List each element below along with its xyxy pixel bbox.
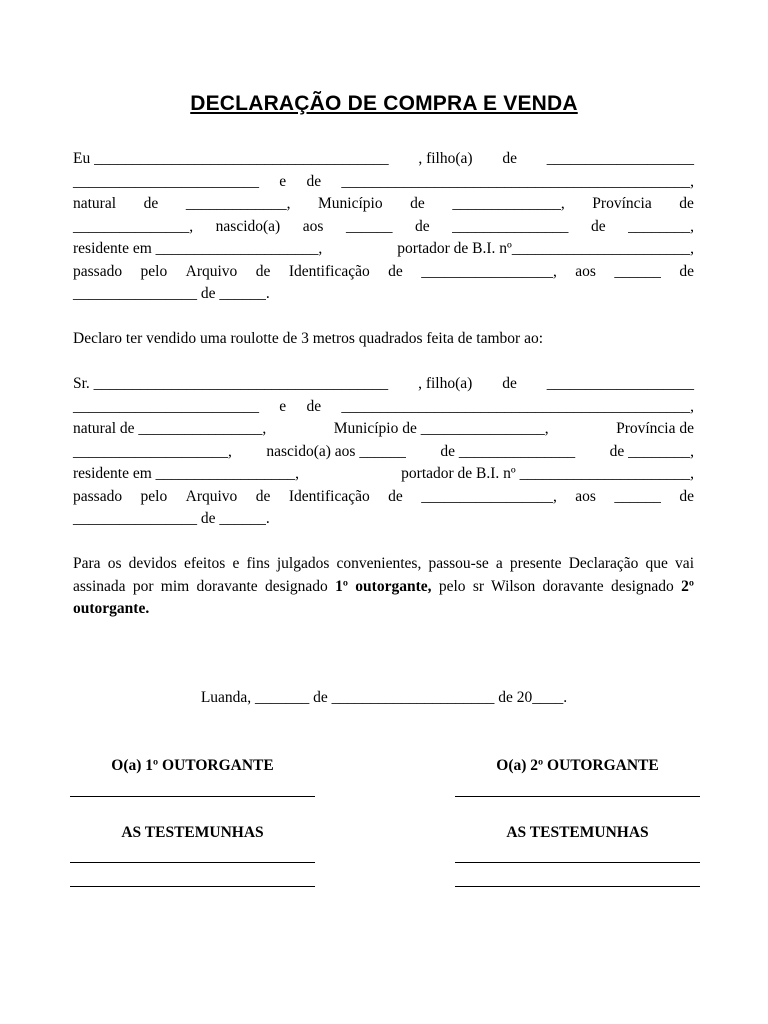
- seller-word: _____________________________________________,: [341, 172, 694, 190]
- seller-word: de: [679, 195, 694, 212]
- buyer-word: aos: [575, 487, 596, 505]
- seller-line: [73, 148, 694, 171]
- closing-paragraph: [73, 553, 694, 621]
- seller-word: , filho(a): [418, 150, 473, 167]
- buyer-word: Identificação: [288, 487, 370, 505]
- seller-word: de: [255, 262, 271, 280]
- buyer-word: Sr. ______________________________________: [73, 375, 389, 392]
- seller-word: _____________,: [185, 195, 291, 212]
- second-party-signature: [455, 755, 700, 777]
- buyer-word: de ________,: [609, 442, 694, 460]
- seller-line: [73, 283, 694, 306]
- seller-line: [73, 193, 694, 216]
- right-witness-line-1: [455, 862, 700, 863]
- buyer-word: nascido(a) aos ______: [266, 442, 406, 460]
- seller-word: nascido(a): [215, 217, 281, 235]
- buyer-word: Província de: [616, 420, 694, 437]
- buyer-word: ______: [614, 487, 661, 505]
- buyer-word: passado: [73, 487, 123, 505]
- seller-word: passado: [73, 262, 123, 280]
- second-party-signature-line: [455, 796, 700, 797]
- seller-word: Identificação: [288, 262, 370, 280]
- left-witness-line-2: [70, 886, 315, 887]
- first-party-heading: O(a) 1º OUTORGANTE: [111, 757, 274, 774]
- seller-word: ______________,: [452, 195, 565, 212]
- buyer-word: ___________________: [546, 375, 694, 392]
- date-place-line: Luanda, _______ de _____________________ de 20____.: [200, 689, 568, 706]
- second-party-label: 2º outorgante.: [73, 577, 694, 617]
- seller-word: pelo: [140, 262, 168, 280]
- seller-word: ________________________: [73, 172, 259, 190]
- first-party-signature-line: [70, 796, 315, 797]
- declaration-statement: Declaro ter vendido uma roulotte de 3 metros quadrados feita de tambor ao:: [73, 330, 544, 347]
- left-witness-line-1: [70, 862, 315, 863]
- buyer-word: de _______________: [440, 442, 576, 460]
- buyer-word: ________________________: [73, 397, 259, 415]
- document-title: DECLARAÇÃO DE COMPRA E VENDA: [190, 92, 578, 115]
- seller-word: portador de B.I. nº_______________________,: [397, 240, 694, 257]
- buyer-word: Município de ________________,: [333, 420, 549, 437]
- buyer-line: [73, 441, 694, 464]
- left-witness-heading: AS TESTEMUNHAS: [121, 824, 264, 841]
- closing-text-2: pelo sr Wilson doravante designado: [431, 577, 682, 595]
- buyer-word: de: [388, 487, 403, 505]
- seller-identification-block: [73, 148, 694, 306]
- first-party-signature: [70, 755, 315, 777]
- buyer-word: pelo: [140, 487, 168, 505]
- buyer-word: de: [306, 397, 322, 415]
- seller-word: aos: [575, 262, 596, 280]
- closing-text-1: Para os devidos efeitos e fins julgados convenientes, passou-se a presente Declaração que vai assinada por mim doravante designado: [73, 555, 694, 595]
- seller-word: de: [143, 195, 159, 212]
- buyer-word: _____________________________________________,: [341, 397, 694, 415]
- second-party-heading: O(a) 2º OUTORGANTE: [496, 757, 659, 774]
- seller-word: Eu ______________________________________: [73, 150, 389, 167]
- buyer-word: portador de B.I. nº ______________________,: [401, 465, 694, 482]
- seller-word: de: [306, 172, 322, 190]
- seller-word: ___________________: [546, 150, 694, 167]
- seller-word: Arquivo: [185, 262, 238, 280]
- right-witness-section: [455, 822, 700, 844]
- buyer-line: [73, 373, 694, 396]
- buyer-word: _________________,: [421, 487, 557, 505]
- seller-line: [73, 261, 694, 284]
- buyer-line: [73, 486, 694, 509]
- buyer-word: ________________ de ______.: [73, 510, 270, 527]
- buyer-word: e: [279, 397, 287, 415]
- buyer-line: [73, 396, 694, 419]
- seller-line: [73, 216, 694, 239]
- first-party-label: 1º outorgante,: [335, 577, 432, 595]
- buyer-line: [73, 508, 694, 531]
- seller-word: _______________,: [73, 217, 194, 235]
- buyer-word: , filho(a): [418, 375, 473, 392]
- seller-word: ________,: [628, 217, 694, 235]
- buyer-line: [73, 418, 694, 441]
- buyer-word: ____________________,: [73, 442, 232, 460]
- seller-line: [73, 238, 694, 261]
- seller-word: Município: [318, 195, 383, 212]
- buyer-word: Arquivo: [185, 487, 238, 505]
- left-witness-section: [70, 822, 315, 844]
- seller-word: de: [388, 262, 403, 280]
- seller-word: _______________: [452, 217, 569, 235]
- seller-word: residente em _____________________,: [73, 240, 323, 257]
- seller-word: de: [679, 262, 694, 280]
- seller-word: Província: [592, 195, 652, 212]
- seller-word: ________________ de ______.: [73, 285, 270, 302]
- seller-word: de: [410, 195, 425, 212]
- buyer-word: de: [255, 487, 271, 505]
- seller-word: ______: [614, 262, 661, 280]
- buyer-word: de: [679, 487, 694, 505]
- buyer-line: [73, 463, 694, 486]
- right-witness-heading: AS TESTEMUNHAS: [506, 824, 649, 841]
- buyer-word: de: [502, 375, 517, 392]
- seller-word: aos: [302, 217, 324, 235]
- buyer-word: natural de ________________,: [73, 420, 267, 437]
- seller-word: de: [414, 217, 430, 235]
- right-witness-line-2: [455, 886, 700, 887]
- buyer-word: residente em __________________,: [73, 465, 300, 482]
- seller-word: de: [502, 150, 517, 167]
- seller-line: [73, 171, 694, 194]
- seller-word: de: [590, 217, 606, 235]
- seller-word: _________________,: [421, 262, 557, 280]
- seller-word: natural: [73, 195, 117, 212]
- seller-word: e: [279, 172, 287, 190]
- seller-word: ______: [345, 217, 393, 235]
- buyer-identification-block: [73, 373, 694, 531]
